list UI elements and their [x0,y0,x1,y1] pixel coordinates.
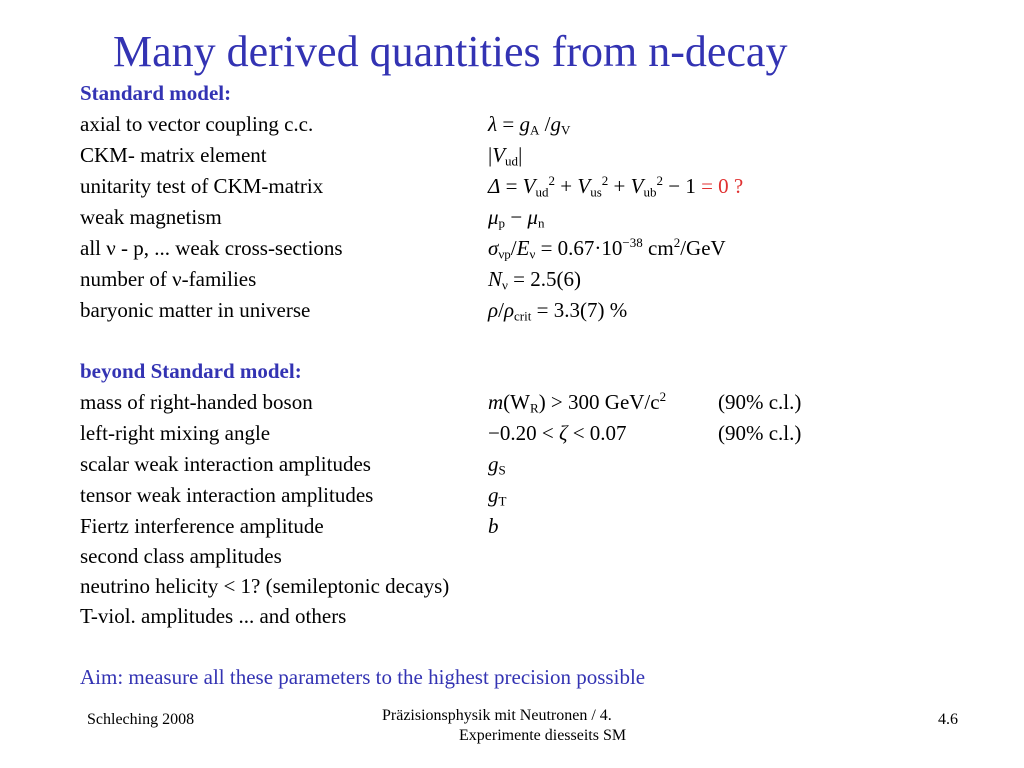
item-label: baryonic matter in universe [80,298,311,322]
item-label: axial to vector coupling c.c. [80,112,314,136]
item-label: T-viol. amplitudes ... and others [80,604,347,628]
item-label: unitarity test of CKM-matrix [80,174,324,198]
list-item [80,511,980,541]
item-label: left-right mixing angle [80,421,271,445]
list-item [80,449,980,479]
beyond-standard-model-heading: beyond Standard model: [80,359,302,383]
unitarity-question: = 0 ? [701,174,744,198]
list-item [80,264,980,294]
aim-statement: Aim: measure all these parameters to the highest precision possible [80,665,646,689]
list-item [80,418,980,448]
footer-center-line1: Präzisionsphysik mit Neutronen / 4. [382,707,612,724]
item-formula: $\sigma_{\nu p}/E_\nu = 0.67\cdot 10^{-38}$ $cm^2$/GeV [488,235,726,262]
item-formula: $g_S$ [488,452,506,478]
confidence-level: (90% c.l.) [718,421,802,445]
item-formula: $\rho/\rho_{crit} = 3.3(7)$ % [488,298,628,324]
page-number: 4.6 [938,711,958,728]
item-label: tensor weak interaction amplitudes [80,483,374,507]
list-item [80,171,980,201]
item-formula: −0.20 < ζ < 0.07 [488,421,627,445]
item-label: weak magnetism [80,205,222,229]
item-label: mass of right-handed boson [80,390,313,414]
list-item [80,541,980,571]
footer-center-line2: Experimente diesseits SM [459,727,627,744]
item-formula: $\Delta = V_{ud}^2 + V_{us}^2 + V_{ub}^2 - 1 = 0$ ? [488,173,744,200]
item-formula: $|V_{ud}|$ [488,143,523,169]
item-label: Fiertz interference amplitude [80,514,324,538]
list-item [80,295,980,325]
standard-model-heading: Standard model: [80,81,232,105]
item-formula: $\lambda = g_A$ $/g_V$ [488,112,571,138]
list-item [80,387,980,417]
list-item [80,109,980,139]
list-item [80,202,980,232]
item-formula: $g_T$ [488,483,507,509]
item-label: CKM- matrix element [80,143,267,167]
footer-left: Schleching 2008 [87,711,195,728]
list-item [80,480,980,510]
confidence-level: (90% c.l.) [718,390,802,414]
list-item [80,140,980,170]
item-formula: $\mu_p - \mu_n$ [488,205,545,231]
list-item [80,571,980,601]
item-formula: $N_\nu = 2.5(6)$ [488,267,581,293]
item-label: scalar weak interaction amplitudes [80,452,371,476]
slide-title: Many derived quantities from n-decay [113,27,788,76]
item-label: number of ν-families [80,267,257,291]
list-item [80,601,980,631]
item-label: neutrino helicity < 1? (semileptonic decays) [80,574,450,598]
item-formula: b [488,514,499,538]
item-label: all ν - p, ... weak cross-sections [80,236,343,260]
footer-center [382,706,626,746]
list-item [80,233,980,263]
item-label: second class amplitudes [80,544,282,568]
item-formula: $m(W_R) > 300$ GeV/$c^2$ [488,389,667,416]
